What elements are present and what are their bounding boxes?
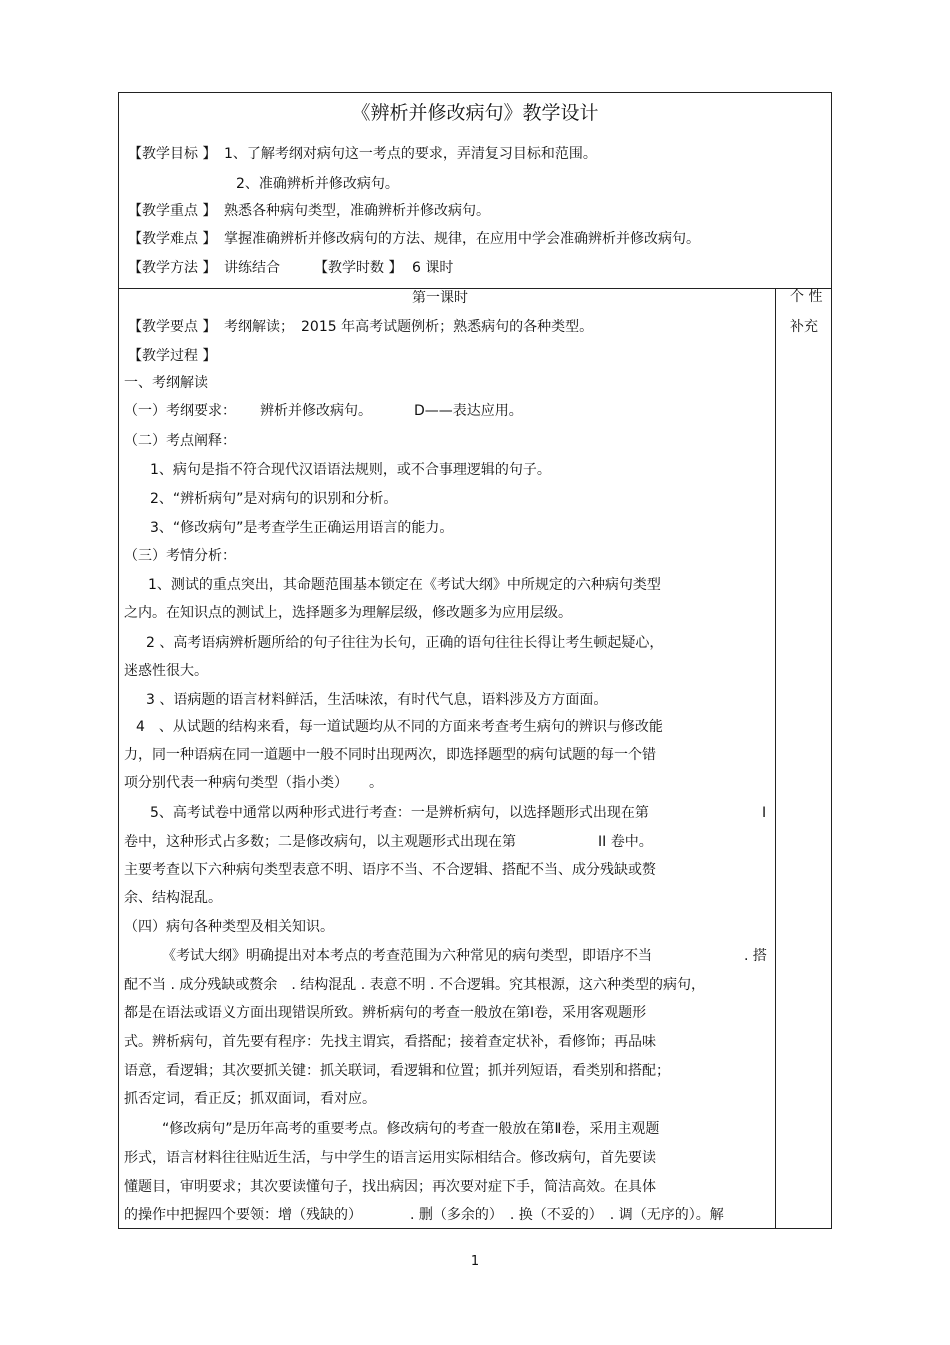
difficulty-text: 掌握准确辨析并修改病句的方法、规律，在应用中学会准确辨析并修改病句。 <box>224 231 700 247</box>
paragraph-line: 辨析并修改病句。 <box>260 403 372 419</box>
paragraph-line: 1、病句是指不符合现代汉语语法规则，或不合事理逻辑的句子。 <box>150 462 551 478</box>
paragraph-line: 主要考查以下六种病句类型表意不明、语序不当、不合逻辑、搭配不当、成分残缺或赘 <box>124 862 656 878</box>
difficulty-label: 【教学难点 】 <box>128 231 217 247</box>
paragraph-line: 懂题目，审明要求；其次要读懂句子，找出病因；再次要对症下手，简洁高效。在具体 <box>124 1179 656 1195</box>
method-label: 【教学方法 】 <box>128 260 217 276</box>
paragraph-line: 5、高考试卷中通常以两种形式进行考查：一是辨析病句，以选择题形式出现在第 <box>150 805 649 821</box>
process-label: 【教学过程 】 <box>128 348 217 364</box>
paragraph-line: 的操作中把握四个要领：增（残缺的） <box>124 1207 362 1223</box>
goal-2: 2、准确辨析并修改病句。 <box>236 176 399 192</box>
page-title: 《辨析并修改病句》教学设计 <box>351 102 599 124</box>
paragraph-line: 抓否定词，看正反；抓双面词，看对应。 <box>124 1091 376 1107</box>
hours-label: 【教学时数 】 <box>314 260 403 276</box>
session-heading: 第一课时 <box>412 290 468 306</box>
side-note-line-1: 个 性 <box>790 289 823 305</box>
side-note-line-2: 补充 <box>790 319 818 335</box>
paragraph-line: . 删（多余的） . 换（不妥的） . 调（无序的）。解 <box>410 1207 724 1223</box>
paragraph-line: 之内。在知识点的测试上，选择题多为理解层级，修改题多为应用层级。 <box>124 605 572 621</box>
section-heading: 一、考纲解读 <box>124 375 208 391</box>
paragraph-line: 1、测试的重点突出，其命题范围基本锁定在《考试大纲》中所规定的六种病句类型 <box>148 577 661 593</box>
points-text: 考纲解读； 2015 年高考试题例析；熟悉病句的各种类型。 <box>224 319 594 335</box>
paragraph-line: 迷惑性很大。 <box>124 663 208 679</box>
paragraph-line: 4 、从试题的结构来看，每一道试题均从不同的方面来考查考生病句的辨识与修改能 <box>136 719 663 735</box>
paragraph-line: 2 、高考语病辨析题所给的句子往往为长句，正确的语句往往长得让考生顿起疑心， <box>146 635 664 651</box>
goal-label: 【教学目标 】 <box>128 146 217 162</box>
paragraph-line: 式。辨析病句，首先要有程序：先找主谓宾，看搭配；接着查定状补，看修饰；再品味 <box>124 1034 656 1050</box>
key-text: 熟悉各种病句类型，准确辨析并修改病句。 <box>224 203 490 219</box>
points-label: 【教学要点 】 <box>128 319 217 335</box>
paragraph-line: 3、“修改病句”是考查学生正确运用语言的能力。 <box>150 520 454 536</box>
paragraph-line: . 搭 <box>744 948 767 964</box>
side-column-divider <box>775 288 776 1228</box>
paragraph-line: 配不当 . 成分残缺或赘余 . 结构混乱 . 表意不明 . 不合逻辑。究其根源，这六种类型的病句， <box>124 977 705 993</box>
subsection-heading: （一）考纲要求： <box>124 403 236 419</box>
header-divider <box>119 288 831 289</box>
page-number: 1 <box>470 1254 480 1269</box>
paragraph-line: D——表达应用。 <box>414 403 523 419</box>
subsection-heading: （四）病句各种类型及相关知识。 <box>124 919 334 935</box>
key-label: 【教学重点 】 <box>128 203 217 219</box>
paragraph-line: 形式，语言材料往往贴近生活，与中学生的语言运用实际相结合。修改病句，首先要读 <box>124 1150 656 1166</box>
paragraph-line: 项分别代表一种病句类型（指小类） 。 <box>124 775 383 791</box>
paragraph-line: 2、“辨析病句”是对病句的识别和分析。 <box>150 491 398 507</box>
paragraph-line: 卷中，这种形式占多数；二是修改病句，以主观题形式出现在第 <box>124 834 516 850</box>
hours-text: 6 课时 <box>412 260 454 276</box>
paragraph-line: 语意，看逻辑；其次要抓关键：抓关联词，看逻辑和位置；抓并列短语，看类别和搭配； <box>124 1063 670 1079</box>
paragraph-line: 《考试大纲》明确提出对本考点的考查范围为六种常见的病句类型，即语序不当 <box>162 948 652 964</box>
paragraph-line: II 卷中。 <box>598 834 653 850</box>
paragraph-line: “修改病句”是历年高考的重要考点。修改病句的考查一般放在第Ⅱ卷，采用主观题 <box>162 1121 660 1137</box>
paragraph-line: 3 、语病题的语言材料鲜活，生活味浓，有时代气息，语料涉及方方面面。 <box>146 692 608 708</box>
subsection-heading: （三）考情分析： <box>124 548 236 564</box>
paragraph-line: 都是在语法或语义方面出现错误所致。辨析病句的考查一般放在第Ⅰ卷，采用客观题形 <box>124 1005 647 1021</box>
goal-1: 1、了解考纲对病句这一考点的要求，弄清复习目标和范围。 <box>224 146 597 162</box>
paragraph-line: 余、结构混乱。 <box>124 890 222 906</box>
subsection-heading: （二）考点阐释： <box>124 433 236 449</box>
paragraph-line: 力，同一种语病在同一道题中一般不同时出现两次，即选择题型的病句试题的每一个错 <box>124 747 656 763</box>
method-text: 讲练结合 <box>224 260 280 276</box>
paragraph-line: I <box>762 805 767 821</box>
